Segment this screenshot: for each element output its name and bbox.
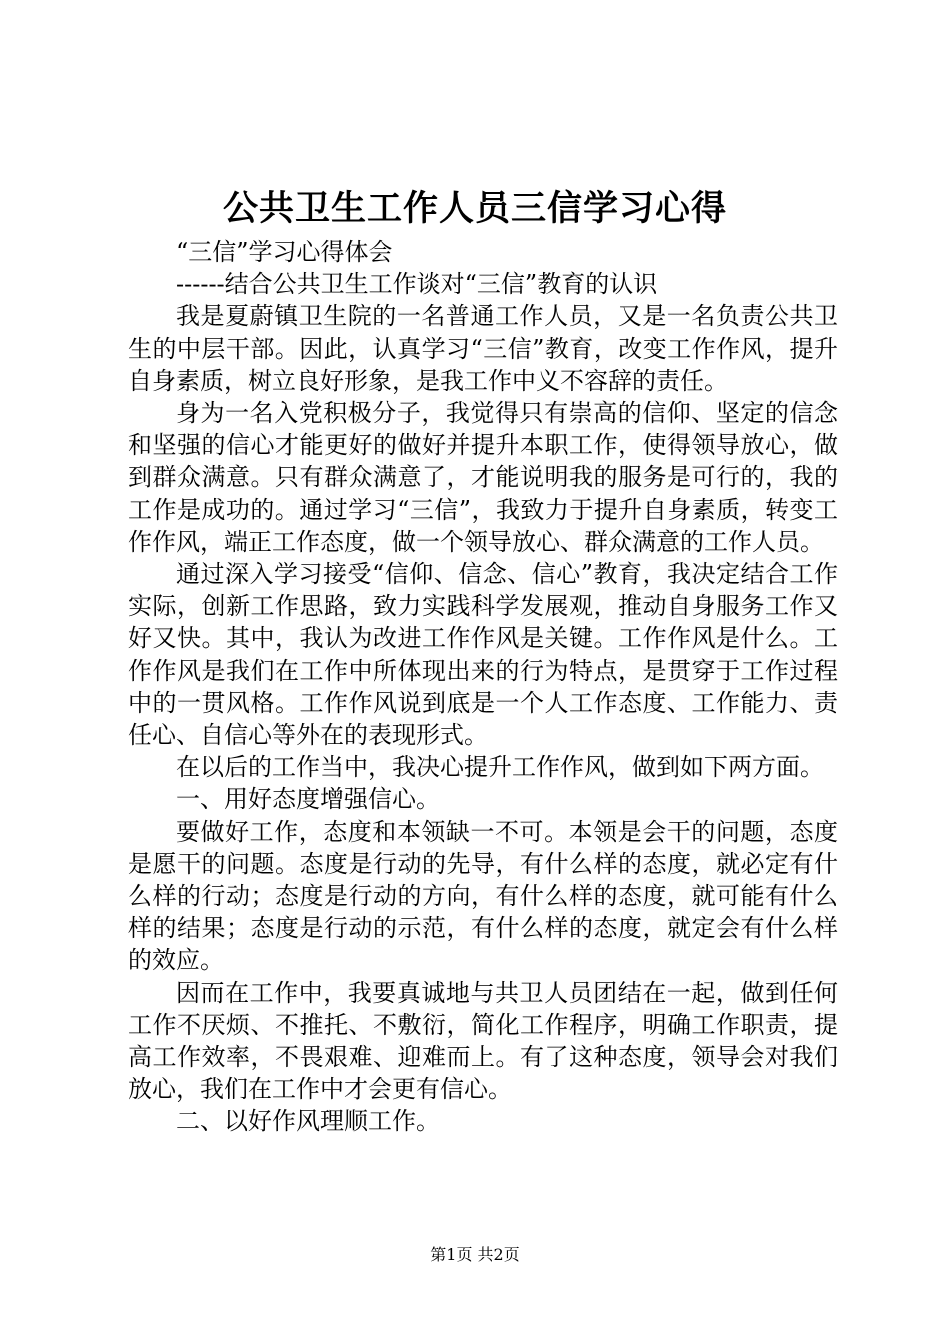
section-heading: 一、用好态度增强信心。 <box>176 785 440 814</box>
page-footer: 第1页 共2页 <box>430 1245 520 1264</box>
paragraph: 因而在工作中，我要真诚地与共卫人员团结在一起，做到任何工作不厌烦、不推托、不敷衍，简化工作程序，明确工作职责，提高工作效率，不畏艰难、迎难而上。有了这种态度，领导会对我们放心，我们在工作中才会更有信心。 <box>128 978 838 1104</box>
paragraph: 要做好工作，态度和本领缺一不可。本领是会干的问题，态度是愿干的问题。态度是行动的先导，有什么样的态度，就必定有什么样的行动；态度是行动的方向，有什么样的态度，就可能有什么样的结果；态度是行动的示范，有什么样的态度，就定会有什么样的效应。 <box>128 817 838 975</box>
paragraph: 通过深入学习接受“信仰、信念、信心”教育，我决定结合工作实际，创新工作思路，致力实践科学发展观，推动自身服务工作又好又快。其中，我认为改进工作作风是关键。工作作风是什么。工作作风是我们在工作中所体现出来的行为特点，是贯穿于工作过程中的一贯风格。工作作风说到底是一个人工作态度、工作能力、责任心、自信心等外在的表现形式。 <box>128 560 838 750</box>
paragraph: 身为一名入党积极分子，我觉得只有崇高的信仰、坚定的信念和坚强的信心才能更好的做好并提升本职工作，使得领导放心，做到群众满意。只有群众满意了，才能说明我的服务是可行的，我的工作是成功的。通过学习“三信”，我致力于提升自身素质，转变工作作风，端正工作态度，做一个领导放心、群众满意的工作人员。 <box>128 399 838 556</box>
document-title: 公共卫生工作人员三信学习心得 <box>222 188 727 229</box>
subtitle-note: ------结合公共卫生工作谈对“三信”教育的认识 <box>176 270 658 299</box>
section-heading: 二、以好作风理顺工作。 <box>176 1107 440 1136</box>
subtitle: “三信”学习心得体会 <box>176 238 393 266</box>
document-body <box>128 236 838 1138</box>
paragraph: 在以后的工作当中，我决心提升工作作风，做到如下两方面。 <box>176 753 824 782</box>
paragraph: 我是夏蔚镇卫生院的一名普通工作人员，又是一名负责公共卫生的中层干部。因此，认真学习“三信”教育，改变工作作风，提升自身素质，树立良好形象，是我工作中义不容辞的责任。 <box>128 302 838 395</box>
